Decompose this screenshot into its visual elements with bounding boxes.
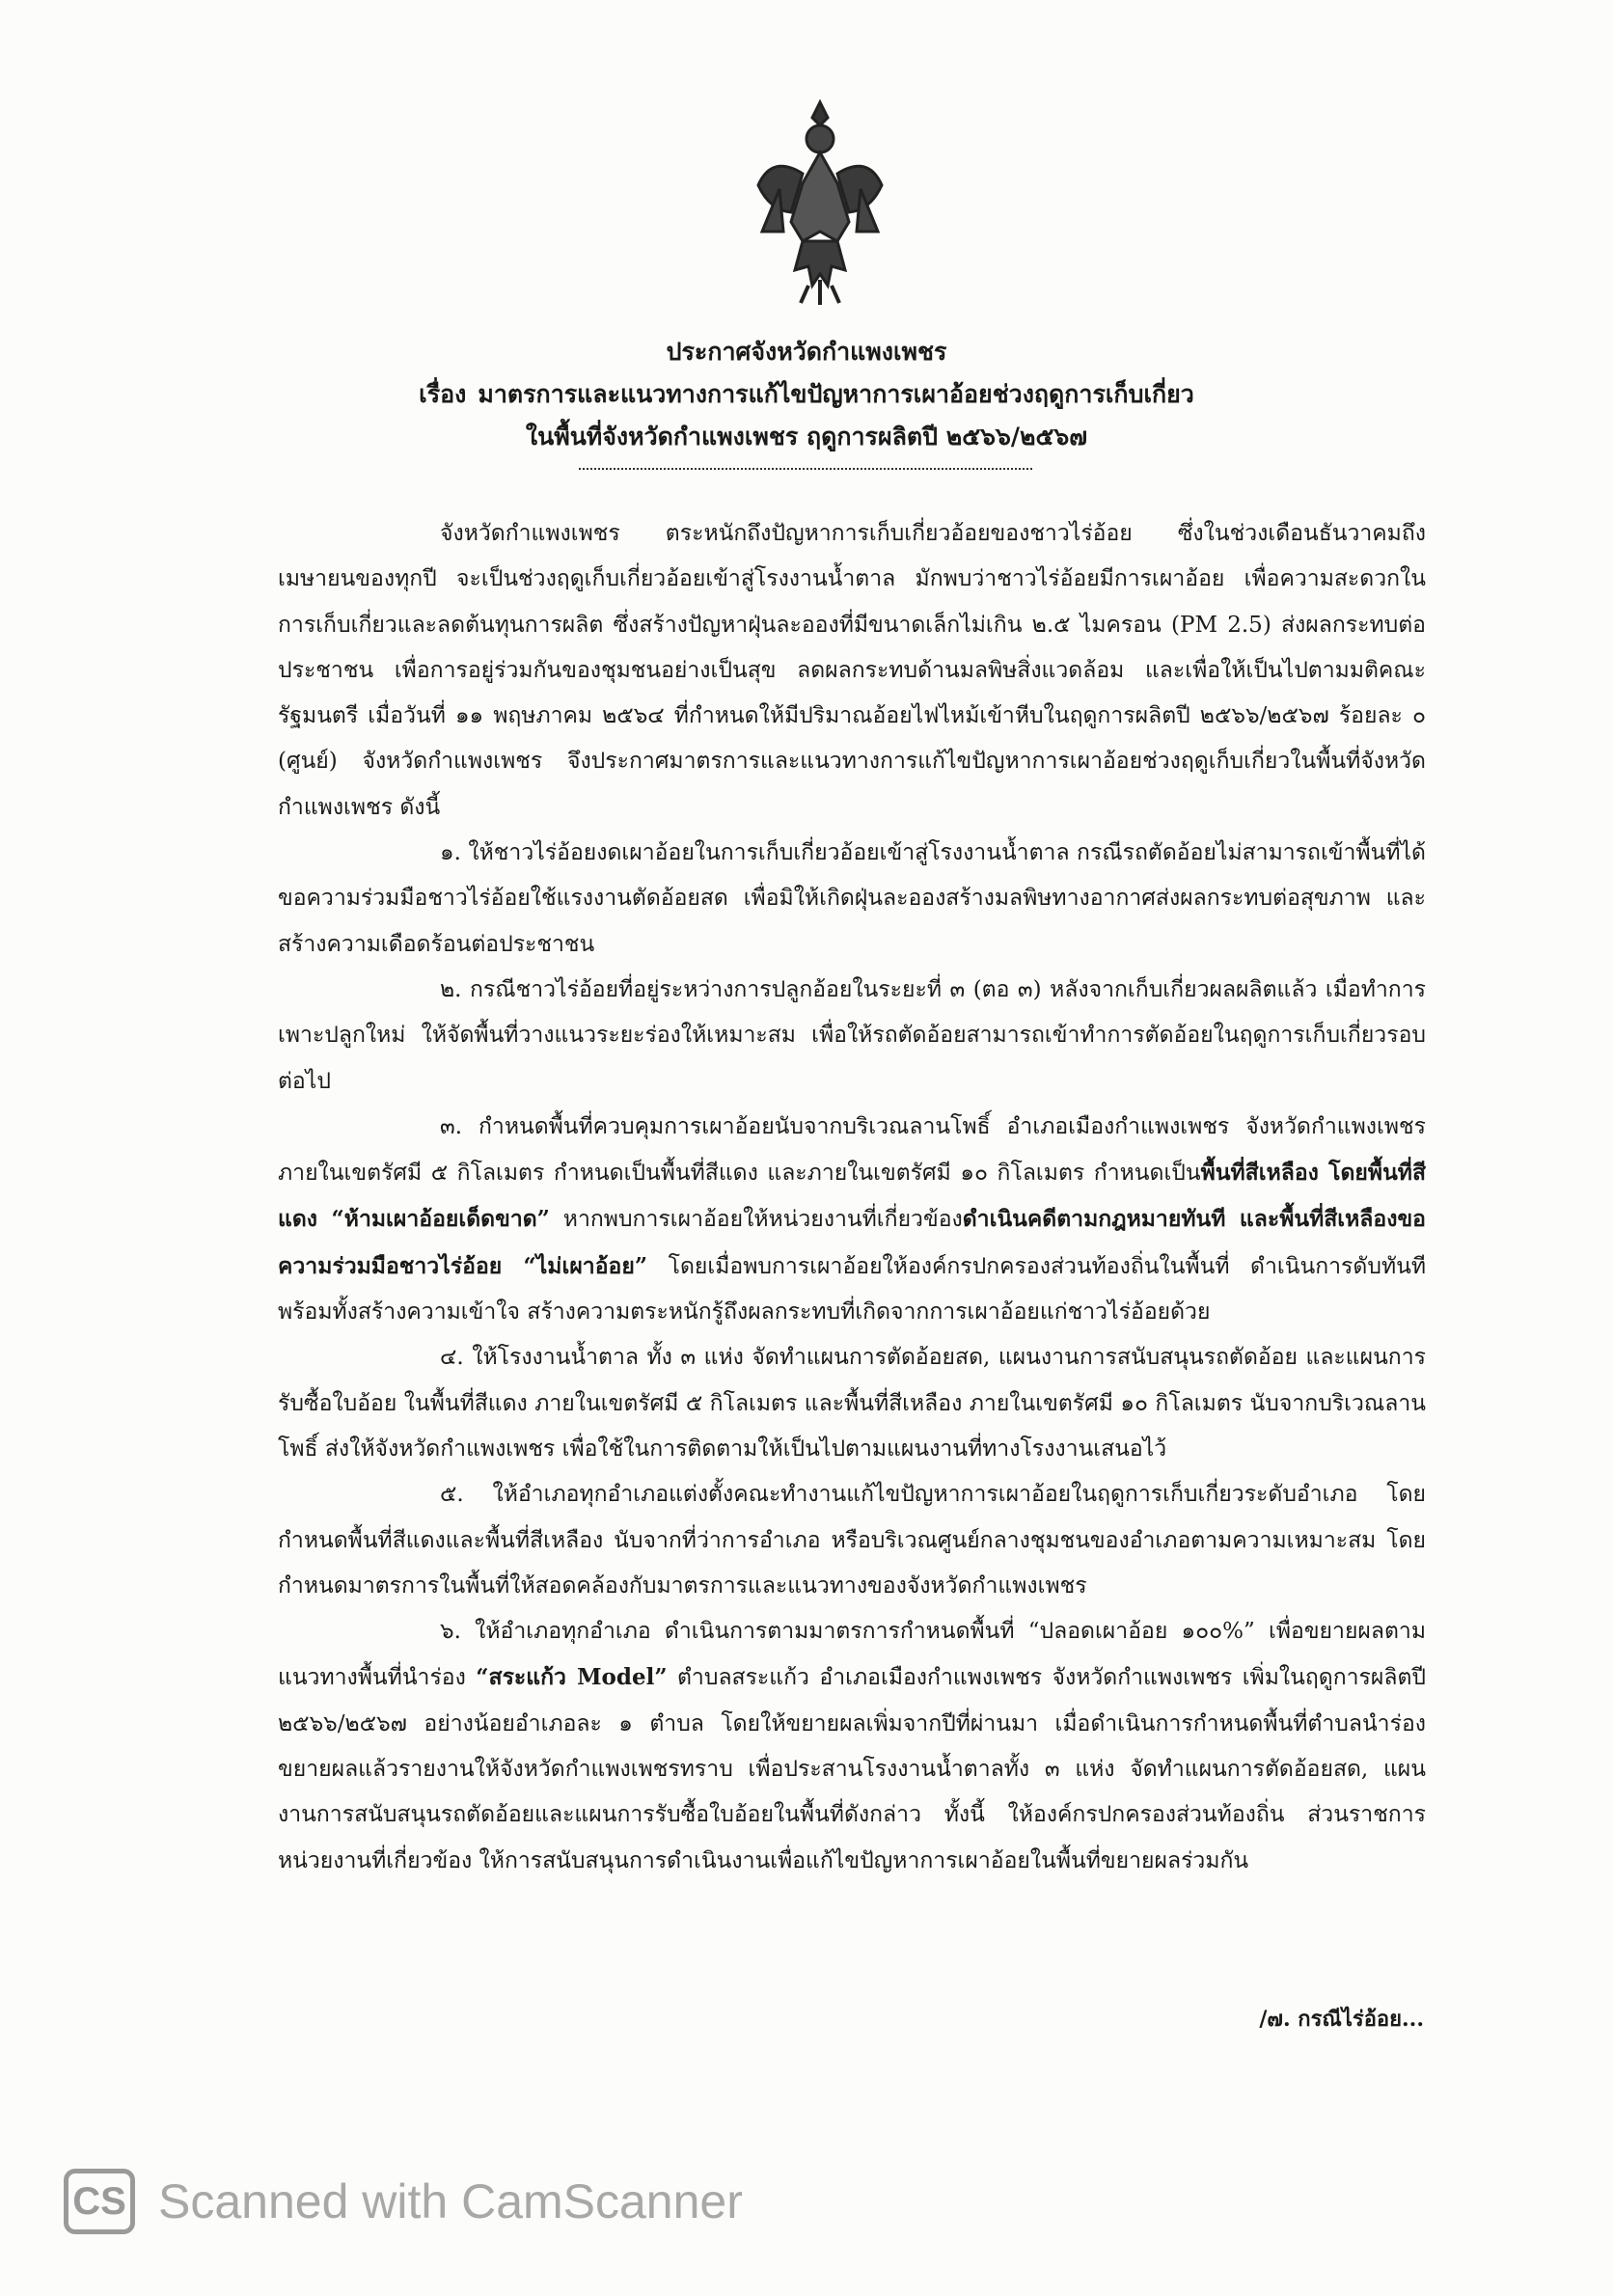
measure-item-3 (278, 1105, 1426, 1335)
measure-item-2: ๒. กรณีชาวไร่อ้อยที่อยู่ระหว่างการปลูกอ้อยในระยะที่ ๓ (ตอ ๓) หลังจากเก็บเกี่ยวผลผลิตแล้ว เมื่อทำการเพาะปลูกใหม่ ให้จัดพื้นที่วางแนวระยะร่องให้เหมาะสม เพื่อให้รถตัดอ้อยสามารถเข้าทำการตัดอ้อยในฤดูการเก็บเกี่ยวรอบต่อไป (278, 976, 1426, 1094)
page-continuation-marker: /๗. กรณีไร่อ้อย... (1259, 2007, 1424, 2032)
subject-line (0, 373, 1613, 416)
scanner-watermark-text: Scanned with CamScanner (158, 2174, 743, 2228)
subject-text-2: ในพื้นที่จังหวัดกำแพงเพชร ฤดูการผลิตปี ๒๕๖๖/๒๕๖๗ (525, 423, 1088, 451)
header-divider (579, 468, 1032, 470)
garuda-emblem-icon (752, 96, 888, 309)
measure-item-4: ๔. ให้โรงงานน้ำตาล ทั้ง ๓ แห่ง จัดทำแผนการตัดอ้อยสด, แผนงานการสนับสนุนรถตัดอ้อย และแผนการรับซื้อใบอ้อย ในพื้นที่สีแดง ภายในเขตรัศมี ๕ กิโลเมตร และพื้นที่สีเหลือง ภายในเขตรัศมี ๑๐ กิโลเมตร นับจากบริเวณลานโพธิ์ ส่งให้จังหวัดกำแพงเพชร เพื่อใช้ในการติดตามให้เป็นไปตามแผนงานที่ทางโรงงานเสนอไว้ (278, 1345, 1426, 1462)
item3-bold-red-zone: พื้นที่สีเหลือง โดยพื้นที่สีแดง “ห้ามเผาอ้อยเด็ดขาด” (278, 1160, 1426, 1233)
item3-text-c: หากพบการเผาอ้อยให้หน่วยงานที่เกี่ยวข้อง (549, 1207, 963, 1233)
item3-text-e: โดยเมื่อพบการเผาอ้อยให้องค์กรปกครองส่วนท้องถิ่นในพื้นที่ ดำเนินการดับทันที พร้อมทั้งสร้างความเข้าใจ สร้างความตระหนักรู้ถึงผลกระทบที่เกิดจากการเผาอ้อยแก่ชาวไร่อ้อยด้วย (278, 1253, 1426, 1326)
measure-item-6 (278, 1609, 1426, 1884)
announcement-title: ประกาศจังหวัดกำแพงเพชร (666, 338, 947, 366)
subject-text-1: มาตรการและแนวทางการแก้ไขปัญหาการเผาอ้อยช่วงฤดูการเก็บเกี่ยว (478, 380, 1194, 408)
announcement-body (278, 511, 1426, 1884)
measure-item-5: ๕. ให้อำเภอทุกอำเภอแต่งตั้งคณะทำงานแก้ไขปัญหาการเผาอ้อยในฤดูการเก็บเกี่ยวระดับอำเภอ โดยกำหนดพื้นที่สีแดงและพื้นที่สีเหลือง นับจากที่ว่าการอำเภอ หรือบริเวณศูนย์กลางชุมชนของอำเภอตามความเหมาะสม โดยกำหนดมาตรการในพื้นที่ให้สอดคล้องกับมาตรการและแนวทางของจังหวัดกำแพงเพชร (278, 1482, 1426, 1599)
measure-item-1: ๑. ให้ชาวไร่อ้อยงดเผาอ้อยในการเก็บเกี่ยวอ้อยเข้าสู่โรงงานน้ำตาล กรณีรถตัดอ้อยไม่สามารถเข้าพื้นที่ได้ ขอความร่วมมือชาวไร่อ้อยใช้แรงงานตัดอ้อยสด เพื่อมิให้เกิดฝุ่นละอองสร้างมลพิษทางอากาศส่งผลกระทบต่อสุขภาพ และสร้างความเดือดร้อนต่อประชาชน (278, 840, 1426, 957)
camscanner-logo-icon: CS (64, 2169, 135, 2234)
item3-text-a: ๓. กำหนดพื้นที่ควบคุมการเผาอ้อยนับจากบริเวณลานโพธิ์ อำเภอเมืองกำแพงเพชร จังหวัดกำแพงเพชร ภายในเขตรัศมี ๕ กิโลเมตร กำหนดเป็นพื้นที่สีแดง และภายในเขตรัศมี ๑๐ กิโลเมตร กำหนดเป็น (278, 1113, 1426, 1187)
intro-paragraph: จังหวัดกำแพงเพชร ตระหนักถึงปัญหาการเก็บเกี่ยวอ้อยของชาวไร่อ้อย ซึ่งในช่วงเดือนธันวาคมถึงเมษายนของทุกปี จะเป็นช่วงฤดูเก็บเกี่ยวอ้อยเข้าสู่โรงงานน้ำตาล มักพบว่าชาวไร่อ้อยมีการเผาอ้อย เพื่อความสะดวกในการเก็บเกี่ยวและลดต้นทุนการผลิต ซึ่งสร้างปัญหาฝุ่นละอองที่มีขนาดเล็กไม่เกิน ๒.๕ ไมครอน (PM 2.5) ส่งผลกระทบต่อประชาชน เพื่อการอยู่ร่วมกันของชุมชนอย่างเป็นสุข ลดผลกระทบด้านมลพิษสิ่งแวดล้อม และเพื่อให้เป็นไปตามมติคณะรัฐมนตรี เมื่อวันที่ ๑๑ พฤษภาคม ๒๕๖๔ ที่กำหนดให้มีปริมาณอ้อยไฟไหม้เข้าหีบในฤดูการผลิตปี ๒๕๖๖/๒๕๖๗ ร้อยละ ๐ (ศูนย์) จังหวัดกำแพงเพชร จึงประกาศมาตรการและแนวทางการแก้ไขปัญหาการเผาอ้อยช่วงฤดูเก็บเกี่ยวในพื้นที่จังหวัดกำแพงเพชร ดังนี้ (278, 521, 1426, 820)
item3-bold-yellow-zone: ดำเนินคดีตามกฎหมายทันที และพื้นที่สีเหลืองขอความร่วมมือชาวไร่อ้อย “ไม่เผาอ้อย” (278, 1206, 1426, 1279)
item6-text-a: ๖. ให้อำเภอทุกอำเภอ ดำเนินการตามมาตรการกำหนดพื้นที่ “ปลอดเผาอ้อย ๑๐๐%” เพื่อขยายผลตามแนวทางพื้นที่นำร่อง (278, 1619, 1427, 1691)
item6-bold-model: “สระแก้ว Model” (476, 1664, 668, 1691)
item6-text-c: ตำบลสระแก้ว อำเภอเมืองกำแพงเพชร จังหวัดกำแพงเพชร เพิ่มในฤดูการผลิตปี ๒๕๖๖/๒๕๖๗ อย่างน้อยอำเภอละ ๑ ตำบล โดยให้ขยายผลเพิ่มจากปีที่ผ่านมา เมื่อดำเนินการกำหนดพื้นที่ตำบลนำร่องขยายผลแล้วรายงานให้จังหวัดกำแพงเพชรทราบ เพื่อประสานโรงงานน้ำตาลทั้ง ๓ แห่ง จัดทำแผนการตัดอ้อยสด, แผนงานการสนับสนุนรถตัดอ้อยและแผนการรับซื้อใบอ้อยในพื้นที่ดังกล่าว ทั้งนี้ ให้องค์กรปกครองส่วนท้องถิ่น ส่วนราชการ หน่วยงานที่เกี่ยวข้อง ให้การสนับสนุนการดำเนินงานเพื่อแก้ไขปัญหาการเผาอ้อยในพื้นที่ขยายผลร่วมกัน (278, 1665, 1426, 1873)
announcement-header (0, 331, 1613, 458)
subject-label: เรื่อง (419, 380, 467, 408)
